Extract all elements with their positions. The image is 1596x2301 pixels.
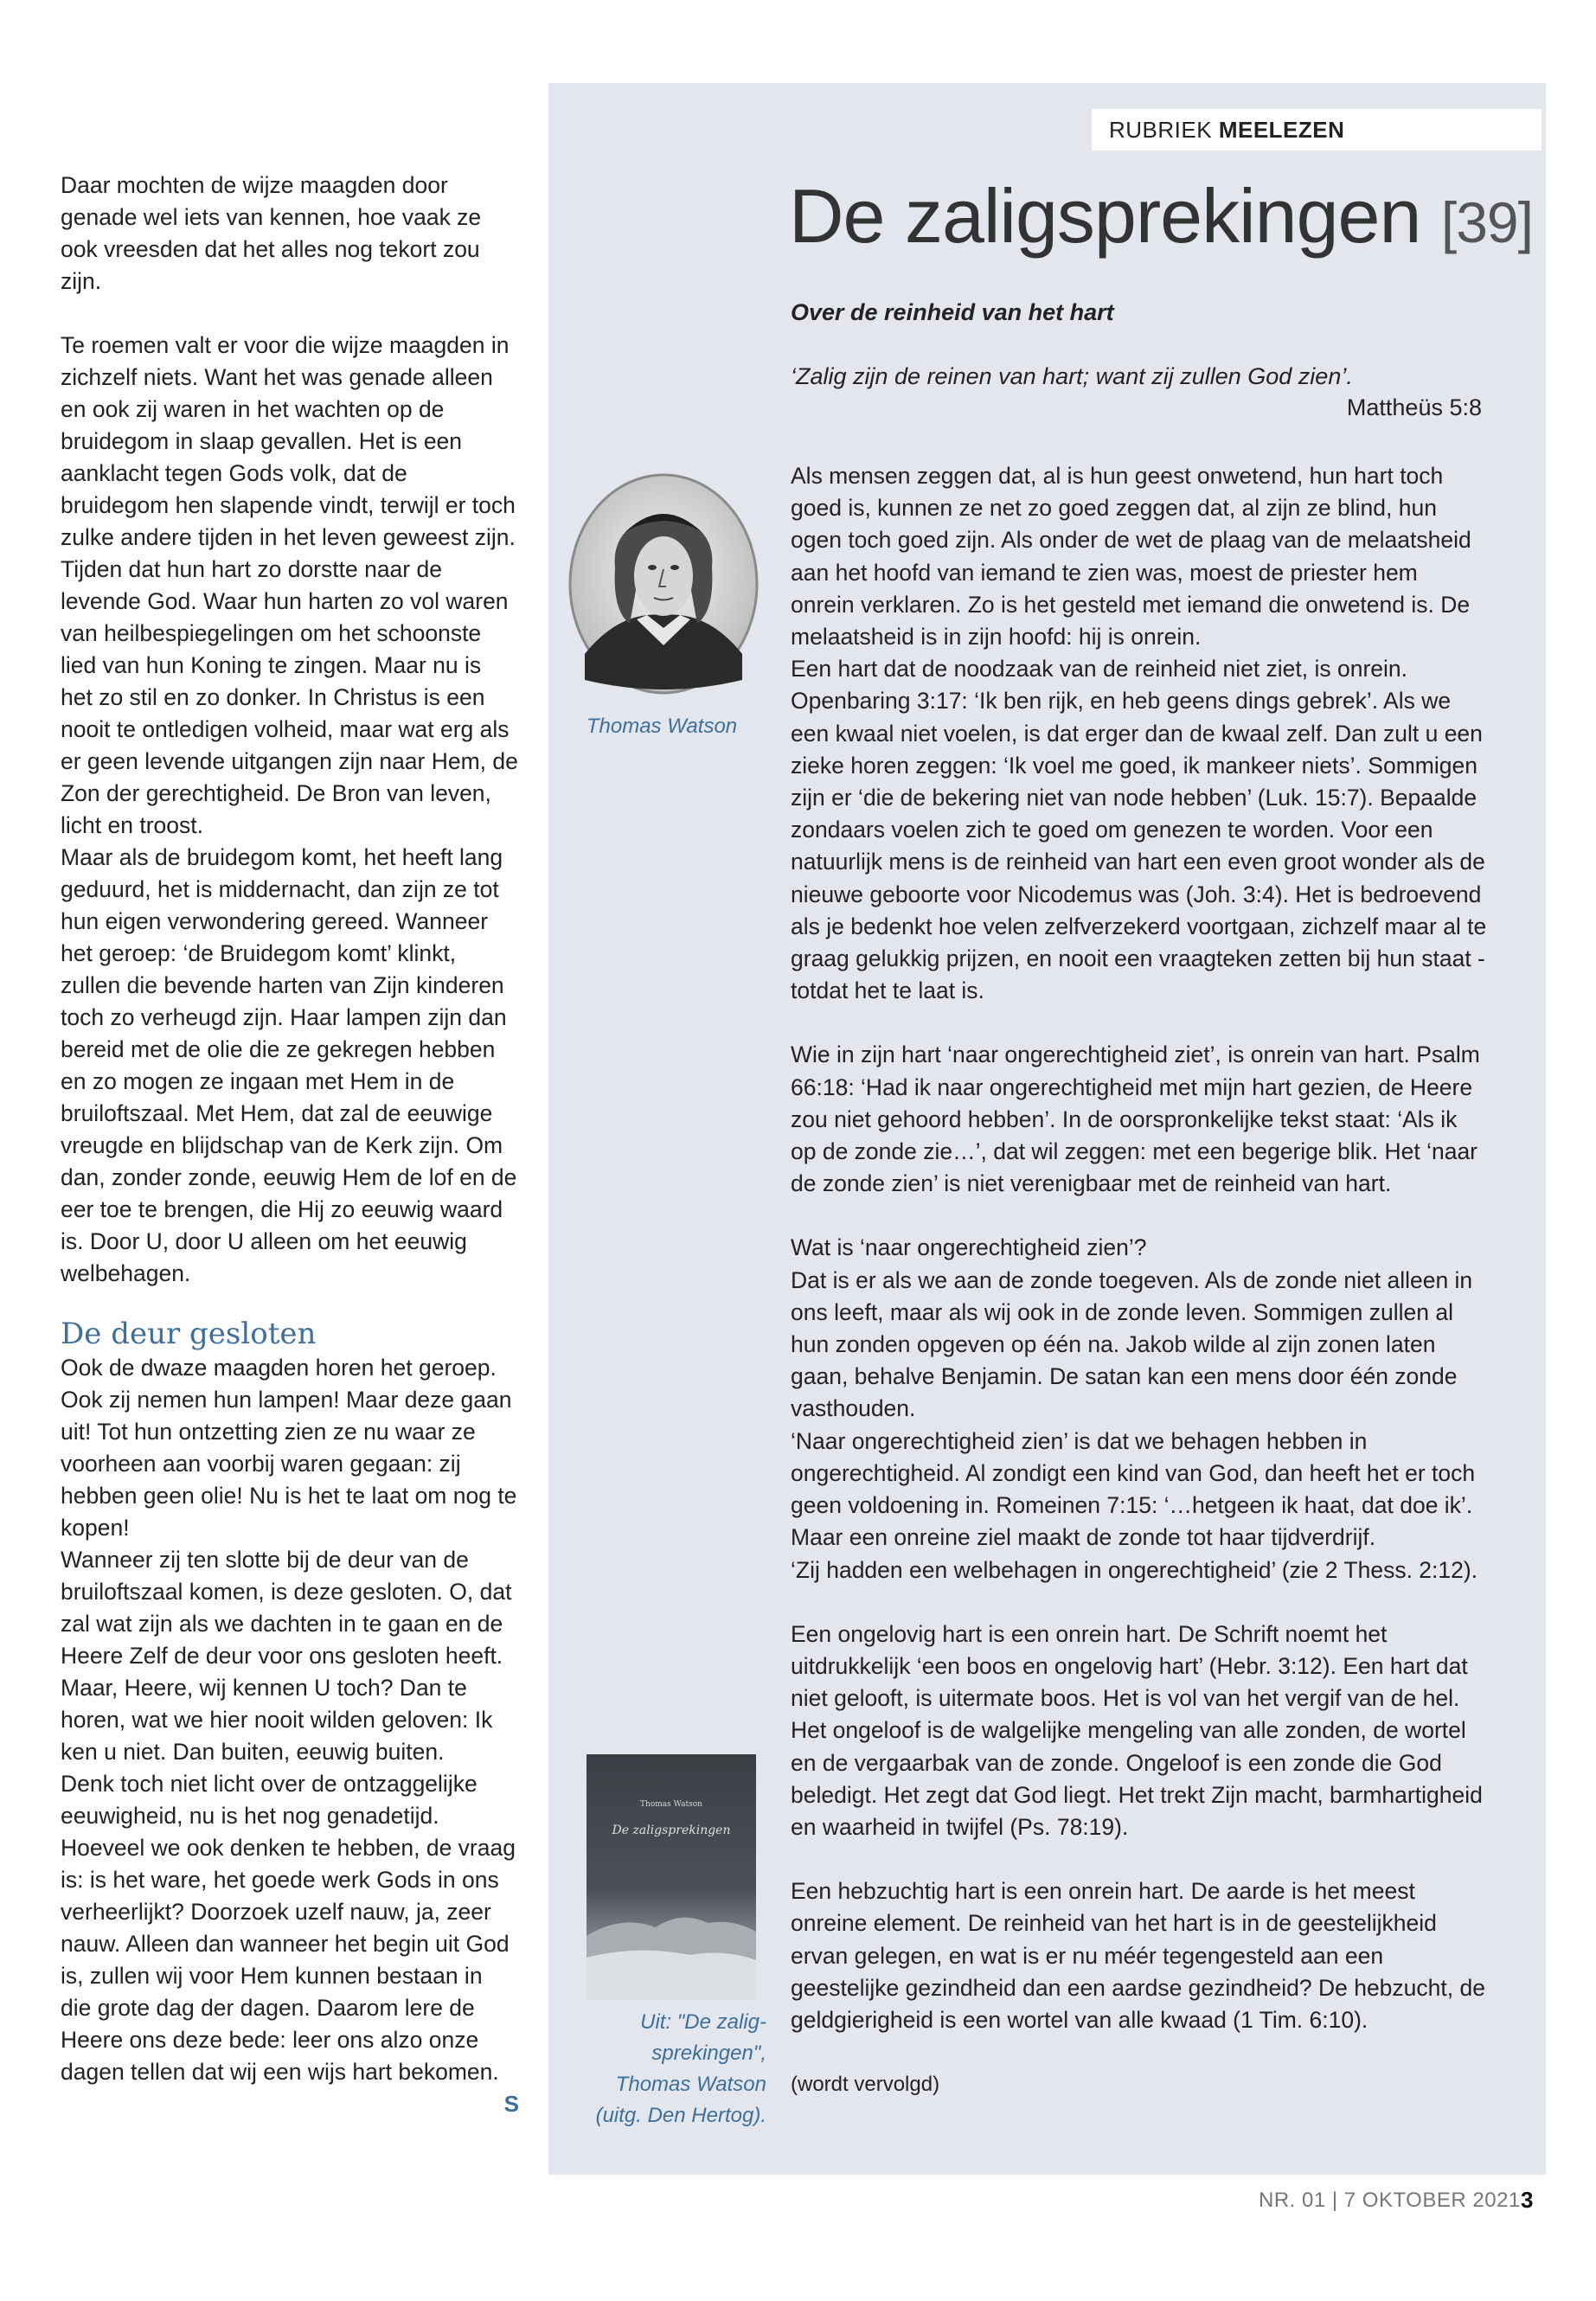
book-cover-title: De zaligsprekingen bbox=[612, 1823, 731, 1837]
left-paragraph: Daar mochten de wijze maagden door genade wel iets van kennen, hoe vaak ze ook vreesden dat het alles nog tekort zou zijn. bbox=[61, 172, 482, 294]
right-paragraph: Een ongelovig hart is een onrein hart. De Schrift noemt het uitdrukkelijk ‘een boos en ongelovig hart’ (Hebr. 3:12). Een hart dat niet gelooft, is uitermate boos. Het is vol van het vergif van de hel. Het ongeloof is de walgelijke mengeling van alle zonden, de wortel en de vergaarbak van de zonde. Ongeloof is een zonde die God beledigt. Het zegt dat God liegt. Het trekt Zijn macht, barmhartigheid en waarheid in twijfel (Ps. 78:19). bbox=[791, 1620, 1483, 1840]
left-paragraph: Te roemen valt er voor die wijze maagden in zichzelf niets. Want het was genade alleen en ook zij waren in het wachten op de bruidegom in slaap gevallen. Het is een aanklacht tegen Gods volk, dat de bruidegom hen slapende vindt, terwijl er toch zulke andere tijden in het leven geweest zijn. Tijden dat hun hart zo dorstte naar de levende God. Waar hun harten zo vol waren van heilbespiegelingen om het schoonste lied van hun Koning te zingen. Maar nu is het zo stil en zo donker. In Christus is een nooit te ontledigen volheid, maar wat erg als er geen levende uitgangen zijn naar Hem, de Zon der gerechtigheid. De Bron van leven, licht en troost. bbox=[61, 332, 518, 838]
rubriek-name: MEELEZEN bbox=[1218, 117, 1345, 143]
right-column bbox=[791, 460, 1487, 2132]
book-cover-author: Thomas Watson bbox=[640, 1800, 702, 1809]
book-caption bbox=[562, 2007, 766, 2131]
left-column bbox=[61, 170, 519, 2120]
right-paragraph: Wie in zijn hart ‘naar ongerechtigheid ziet’, is onrein van hart. Psalm 66:18: ‘Had ik naar ongerechtigheid met mijn hart gezien, de Heere zou niet gehoord hebben’. In de oorspronkelijke tekst staat: ‘Als ik op de zonde zie…’, dat wil zeggen: met een begerige blik. Het ‘naar de zonde zien’ is niet verenigbaar met de reinheid van hart. bbox=[791, 1042, 1480, 1197]
page-number: 3 bbox=[1521, 2187, 1534, 2213]
book-caption-line: (uitg. Den Hertog). bbox=[595, 2104, 766, 2127]
right-paragraph: Dat is er als we aan de zonde toegeven. Als de zonde niet alleen in ons leeft, maar als wij ook in de zonde leven. Sommigen zullen al hun zonden opgeven op één na. Jakob wilde al zijn zonen laten gaan, behalve Benjamin. De satan kan een mens door één zonde vasthouden. bbox=[791, 1266, 1473, 1422]
left-paragraph: Wanneer zij ten slotte bij de deur van de bruiloftszaal komen, is deze gesloten. O, dat zal wat zijn als we dachten in te gaan en de Heere Zelf de deur voor ons gesloten heeft. Maar, Heere, wij kennen U toch? Dan te horen, wat we hier nooit wilden geloven: Ik ken u niet. Dan buiten, eeuwig buiten. bbox=[61, 1547, 512, 1765]
right-paragraph: Een hebzuchtig hart is een onrein hart. De aarde is het meest onreine element. De reinheid van het hart is in de geestelijkheid ervan gelegen, en wat is er nu méér tegengesteld aan een geestelijke gezindheid dan een aardse gezindheid? De hebzucht, de geldgierigheid is een wortel van alle kwaad (1 Tim. 6:10). bbox=[791, 1878, 1485, 2033]
bible-quote-reference: Mattheüs 5:8 bbox=[1346, 394, 1482, 420]
continued-note: (wordt vervolgd) bbox=[791, 2073, 940, 2097]
rubriek-label bbox=[1092, 109, 1542, 151]
right-paragraph: ‘Naar ongerechtigheid zien’ is dat we behagen hebben in ongerechtigheid. Al zondigt een kind van God, dan heeft het er toch geen voldoening in. Romeinen 7:15: ‘…hetgeen ik haat, dat doe ik’. Maar een onreine ziel maakt de zonde tot haar tijdverdrijf. bbox=[791, 1427, 1476, 1551]
book-caption-line: Thomas Watson bbox=[615, 2073, 766, 2096]
rubriek-prefix: RUBRIEK bbox=[1109, 117, 1213, 143]
left-paragraph bbox=[61, 1768, 519, 2117]
article-subtitle: Over de reinheid van het hart bbox=[791, 299, 1114, 325]
left-paragraph-text: Denk toch niet licht over de ontzaggelijke eeuwigheid, nu is het nog genadetijd. Hoeveel we ook denken te hebben, de vraag is: is het ware, het goede werk Gods in ons verheerlijkt? Doorzoek uzelf nauw, ja, zeer nauw. Alleen dan wanneer het begin uit God is, zullen wij voor Hem kunnen bestaan in die grote dag der dagen. Daarom lere de Heere ons deze bede: leer ons alzo onze dagen tellen dat wij een wijs hart bekomen. bbox=[61, 1771, 516, 2085]
left-paragraph: Maar als de bruidegom komt, het heeft lang geduurd, het is middernacht, dan zijn ze tot hun eigen verwondering gereed. Wanneer het geroep: ‘de Bruidegom komt’ klinkt, zullen die bevende harten van Zijn kinderen toch zo verheugd zijn. Haar lampen zijn dan bereid met de olie die ze gekregen hebben en zo mogen ze ingaan met Hem in de bruiloftszaal. Met Hem, dat zal de eeuwige vreugde en blijdschap van de Kerk zijn. Om dan, zonder zonde, eeuwig Hem de lof en de eer toe te brengen, die Hij zo eeuwig waard is. Door U, door U alleen om het eeuwig welbehagen. bbox=[61, 844, 517, 1286]
issue-footer: NR. 01 | 7 OKTOBER 2021 bbox=[1259, 2189, 1521, 2212]
right-paragraph: Als mensen zeggen dat, al is hun geest onwetend, hun hart toch goed is, kunnen ze net zo goed zeggen dat, al zijn ze blind, hun ogen toch goed zijn. Als onder de wet de plaag van de melaatsheid aan het hoofd van iemand te zien was, moest de priester hem onrein verklaren. Zo is het gesteld met iemand die onwetend is. De melaatsheid is in zijn hoofd: hij is onrein. bbox=[791, 463, 1471, 651]
book-caption-line: sprekingen", bbox=[651, 2041, 766, 2065]
section-heading: De deur gesloten bbox=[61, 1317, 317, 1351]
end-mark-icon: S bbox=[503, 2091, 519, 2117]
right-paragraph: Wat is ‘naar ongerechtigheid zien’? bbox=[791, 1234, 1147, 1261]
right-paragraph: Een hart dat de noodzaak van de reinheid niet ziet, is onrein. Openbaring 3:17: ‘Ik ben rijk, en heb geens dings gebrek’. Als we een kwaal niet voelen, is dat erger dan de kwaal zelf. Dan zult u een zieke horen zeggen: ‘Ik voel me goed, ik mankeer niets’. Sommigen zijn er ‘die de bekering niet van node hebben’ (Luk. 15:7). Bepaalde zondaars voelen zich te goed om genezen te worden. Voor een natuurlijk mens is de reinheid van hart een even groot wonder als de nieuwe geboorte voor Nicodemus was (Joh. 3:4). Het is bedroevend als je bedenkt hoe velen zelfverzekerd voortgaan, zichzelf maar al te graag gelukkig prijzen, en nooit een vraagteken zetten bij hun staat -totdat het te laat is. bbox=[791, 656, 1487, 1004]
book-cover-image bbox=[586, 1754, 756, 2000]
book-caption-line: Uit: "De zalig- bbox=[640, 2010, 766, 2034]
thomas-watson-portrait bbox=[567, 472, 760, 695]
bible-quote: ‘Zalig zijn de reinen van hart; want zij zullen God zien’. bbox=[791, 363, 1353, 389]
article-title-text: De zaligsprekingen bbox=[789, 173, 1421, 259]
left-paragraph: Ook de dwaze maagden horen het geroep. Ook zij nemen hun lampen! Maar deze gaan uit! Tot hun ontzetting zien ze nu waar ze voorheen aan voorbij waren gegaan: zij hebben geen olie! Nu is het te laat om nog te kopen! bbox=[61, 1355, 517, 1541]
right-paragraph: ‘Zij hadden een welbehagen in ongerechtigheid’ (zie 2 Thess. 2:12). bbox=[791, 1556, 1478, 1583]
article-title bbox=[789, 173, 1533, 266]
portrait-caption: Thomas Watson bbox=[586, 715, 738, 738]
article-title-number: [39] bbox=[1440, 190, 1533, 254]
